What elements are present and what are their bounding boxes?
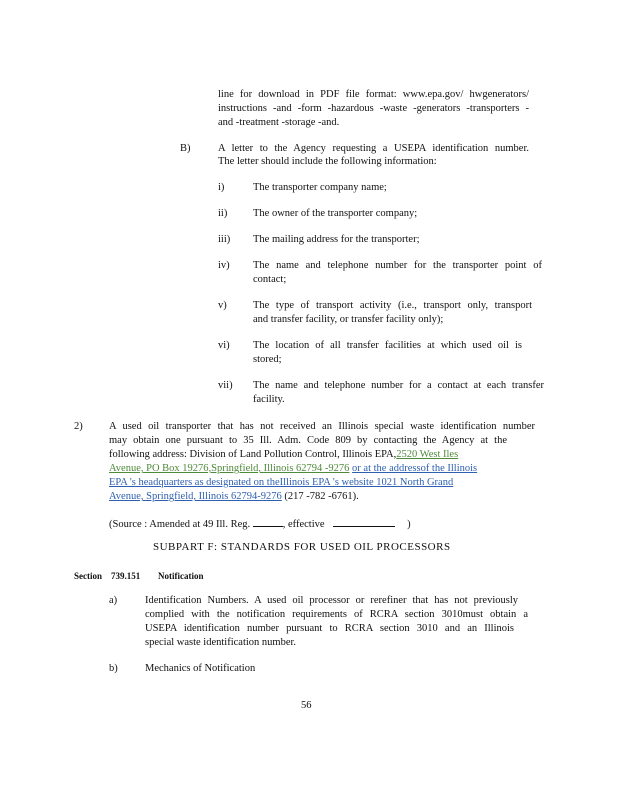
subitem-vii-line-1: The name and telephone number for a contact at each transfer xyxy=(253,380,544,391)
item-a-line-2: complied with the notification requirements of RCRA section 3010must obtain a xyxy=(145,609,528,620)
item-2-line-3-plain: following address: Division of Land Pollution Control, Illinois EPA, xyxy=(109,449,397,460)
subitem-ii-text: The owner of the transporter company; xyxy=(253,208,418,219)
item-a-line-4: special waste identification number. xyxy=(145,637,297,648)
subitem-iv-line-1: The name and telephone number for the transporter point of xyxy=(253,260,542,271)
section-title: Notification xyxy=(158,571,204,581)
item-a-line-3: USEPA identification number pursuant to RCRA section 3010 and an Illinois xyxy=(145,623,514,634)
subitem-i-marker: i) xyxy=(218,182,225,193)
subitem-iii-text: The mailing address for the transporter; xyxy=(253,234,420,245)
subitem-ii-marker: ii) xyxy=(218,208,228,219)
item-2-address-green-1: 2520 West Iles xyxy=(396,449,459,460)
section-number: 739.151 xyxy=(111,571,141,581)
subitem-iv-marker: iv) xyxy=(218,260,230,271)
item-2-line-5 xyxy=(109,476,539,489)
item-b-lower-text: Mechanics of Notification xyxy=(145,663,256,674)
section-label: Section xyxy=(74,571,102,581)
item-2-line-4 xyxy=(109,462,539,475)
subitem-vi-line-2: stored; xyxy=(253,354,282,365)
item-2-address-blue-1: or at the addressof the Illinois xyxy=(352,463,478,474)
item-a-marker: a) xyxy=(109,595,118,606)
source-note-suffix: ) xyxy=(407,519,411,530)
source-note xyxy=(109,516,411,531)
subitem-i-text: The transporter company name; xyxy=(253,182,387,193)
item-2-line-6 xyxy=(109,490,359,503)
item-2-line-1: A used oil transporter that has not received an Illinois special waste identification number xyxy=(109,421,535,432)
item-b-line-2: The letter should include the following information: xyxy=(218,156,437,167)
source-note-prefix: (Source : Amended at 49 Ill. Reg. xyxy=(109,519,251,530)
subitem-vii-marker: vii) xyxy=(218,380,233,391)
subitem-iii-marker: iii) xyxy=(218,234,231,245)
item-2-line-3 xyxy=(109,448,539,461)
item-b-lower-marker: b) xyxy=(109,663,118,674)
top-block-line-2: instructions -and -form -hazardous -waste -generators -transporters - xyxy=(218,103,529,114)
source-note-middle: , effective xyxy=(282,519,325,530)
subitem-v-line-1: The type of transport activity (i.e., transport only, transport xyxy=(253,300,532,311)
item-2-address-blue-3: Avenue, Springfield, Illinois 62794-9276 xyxy=(109,491,282,502)
item-b-marker: B) xyxy=(180,143,191,154)
item-a-line-1: Identification Numbers. A used oil processor or rerefiner that has not previously xyxy=(145,595,518,606)
item-2-address-green-2: Avenue, PO Box 19276,Springfield, Illinois 62794 -9276 xyxy=(109,463,350,474)
top-block-line-1: line for download in PDF file format: www.epa.gov/ hwgenerators/ xyxy=(218,89,529,100)
source-blank-1 xyxy=(253,516,283,527)
top-block-line-3: and -treatment -storage -and. xyxy=(218,117,340,128)
subitem-v-line-2: and transfer facility, or transfer facility only); xyxy=(253,314,444,325)
source-blank-2 xyxy=(333,516,395,527)
subitem-vi-line-1: The location of all transfer facilities at which used oil is xyxy=(253,340,522,351)
page-number: 56 xyxy=(301,700,312,711)
subitem-iv-line-2: contact; xyxy=(253,274,287,285)
subitem-v-marker: v) xyxy=(218,300,227,311)
subpart-heading: SUBPART F: STANDARDS FOR USED OIL PROCESSORS xyxy=(153,541,451,553)
item-2-address-blue-2: EPA 's headquarters as designated on theIllinois EPA 's website 1021 North Grand xyxy=(109,477,454,488)
item-2-line-2: may obtain one pursuant to 35 Ill. Adm. Code 809 by contacting the Agency at the xyxy=(109,435,507,446)
subitem-vi-marker: vi) xyxy=(218,340,230,351)
item-b-line-1: A letter to the Agency requesting a USEPA identification number. xyxy=(218,143,529,154)
item-2-marker: 2) xyxy=(74,421,83,432)
subitem-vii-line-2: facility. xyxy=(253,394,285,405)
item-2-phone: (217 -782 -6761). xyxy=(284,491,359,502)
